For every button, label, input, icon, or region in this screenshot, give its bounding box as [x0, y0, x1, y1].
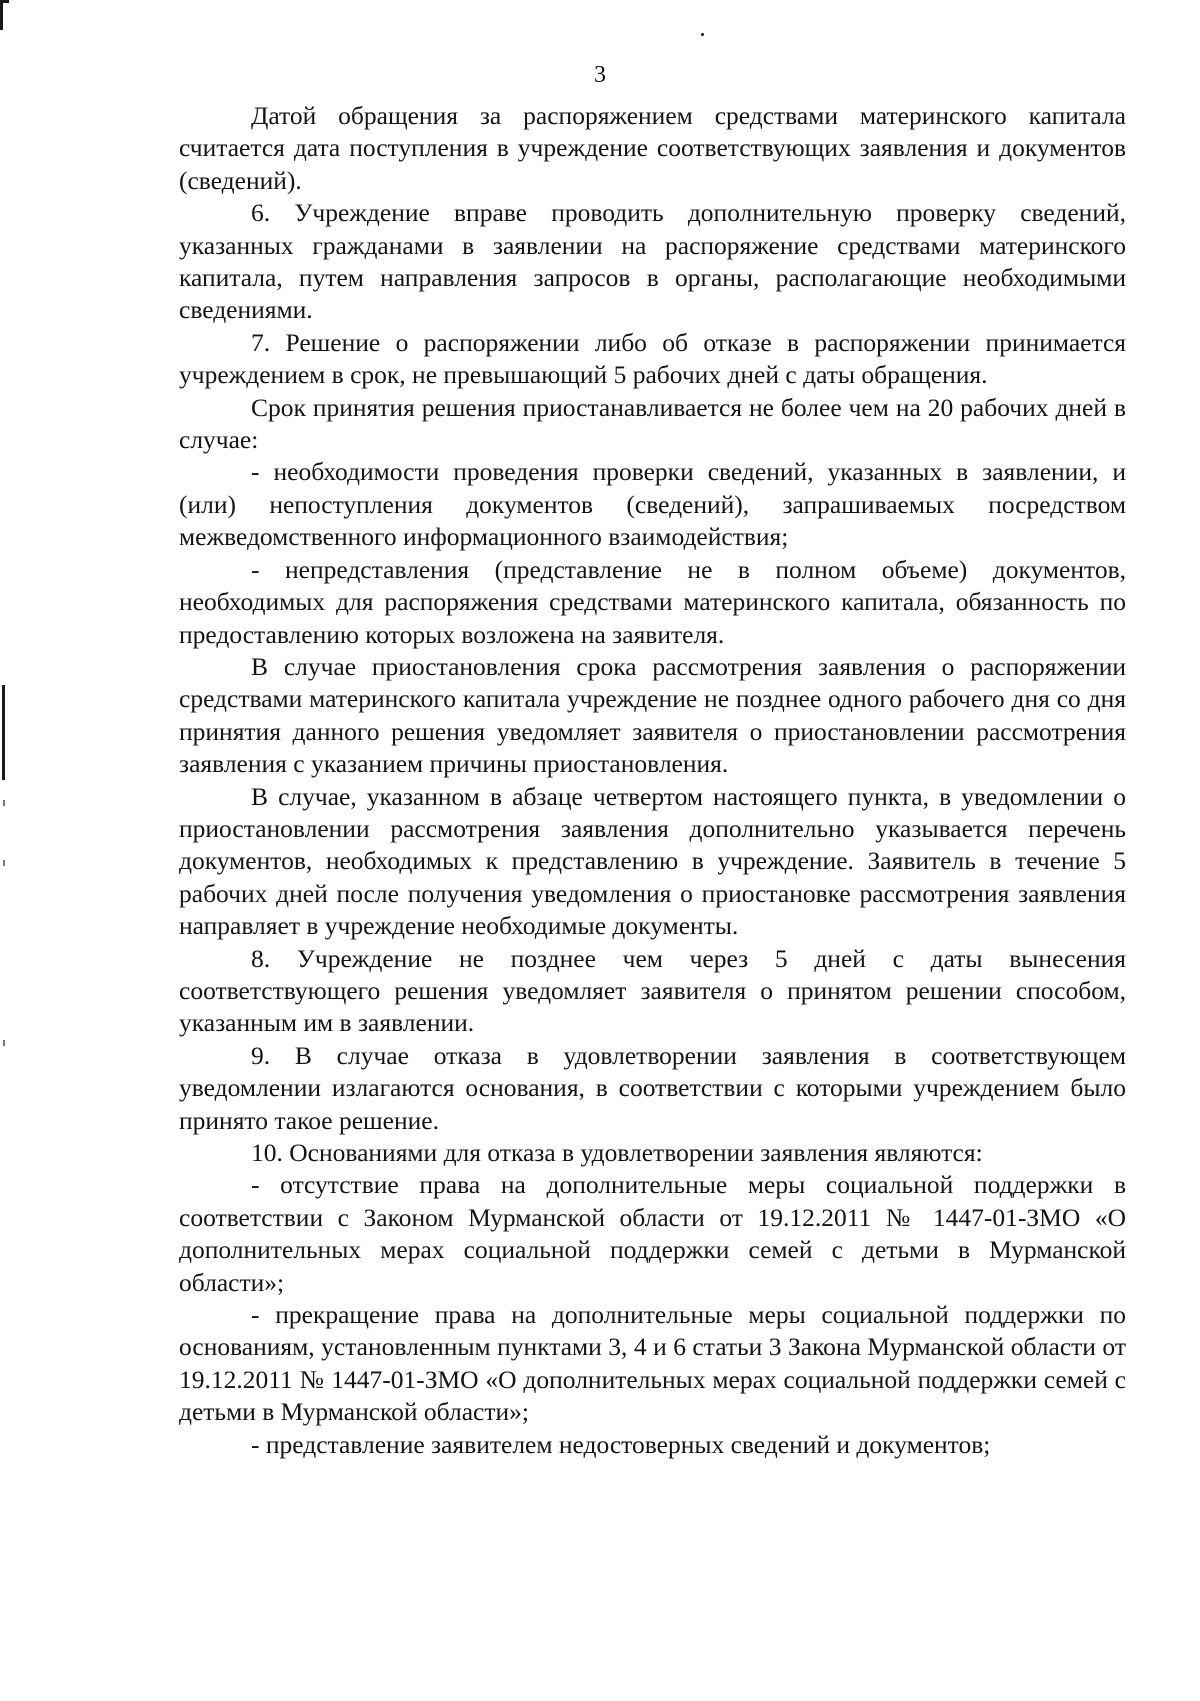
- scan-edge-dash: [3, 1040, 5, 1046]
- paragraph: 8. Учреждение не позднее чем через 5 дней с даты вынесения соответствующего решения уведомляет заявителя о принятом решении способом, указанным им в заявлении.: [179, 943, 1126, 1038]
- paragraph: - необходимости проведения проверки сведений, указанных в заявлении, и (или) непоступления документов (сведений), запрашиваемых посредством межведомственного информационного взаимодействия;: [179, 457, 1126, 552]
- paragraph: Датой обращения за распоряжением средствами материнского капитала считается дата поступления в учреждение соответствующих заявления и документов (сведений).: [179, 101, 1126, 195]
- page-number: 3: [594, 62, 606, 88]
- scan-edge-line: [2, 685, 5, 780]
- scan-edge-dash: [3, 800, 5, 806]
- paragraph: 6. Учреждение вправе проводить дополнительную проверку сведений, указанных гражданами в заявлении на распоряжение средствами материнского капитала, путем направления запросов в органы, располагающие необходимыми сведениями.: [179, 198, 1126, 325]
- paragraph: - отсутствие права на дополнительные меры социальной поддержки в соответствии с Законом Мурманской области от 19.12.2011 № 1447-01-ЗМО «О дополнительных мерах социальной поддержки семей с детьми в Мурманской области»;: [179, 1170, 1126, 1297]
- scan-edge-dash: [3, 860, 5, 866]
- document-body: [179, 100, 1126, 1461]
- paragraph: - прекращение права на дополнительные меры социальной поддержки по основаниям, установленным пунктами 3, 4 и 6 статьи 3 Закона Мурманской области от 19.12.2011 № 1447-01-ЗМО «О дополнительных мерах социальной поддержки семей с детьми в Мурманской области»;: [179, 1300, 1126, 1427]
- paragraph: - представление заявителем недостоверных сведений и документов;: [251, 1429, 991, 1459]
- paragraph: 9. В случае отказа в удовлетворении заявления в соответствующем уведомлении излагаются основания, в соответствии с которыми учреждением было принято такое решение.: [179, 1040, 1126, 1135]
- paragraph: 7. Решение о распоряжении либо об отказе в распоряжении принимается учреждением в срок, не превышающий 5 рабочих дней с даты обращения.: [179, 327, 1126, 390]
- paragraph: 10. Основаниями для отказа в удовлетворении заявления являются:: [251, 1138, 983, 1167]
- paragraph: В случае приостановления срока рассмотрения заявления о распоряжении средствами материнского капитала учреждение не позднее одного рабочего дня со дня принятия данного решения уведомляет заявителя о приостановлении рассмотрения заявления с указанием причины приостановления.: [179, 651, 1126, 779]
- paragraph: В случае, указанном в абзаце четвертом настоящего пункта, в уведомлении о приостановлении рассмотрения заявления дополнительно указывается перечень документов, необходимых к представлению в учреждение. Заявитель в течение 5 рабочих дней после получения уведомления о приостановке рассмотрения заявления направляет в учреждение необходимые документы.: [179, 781, 1126, 941]
- scan-corner-mark: [0, 0, 3, 30]
- paragraph: Срок принятия решения приостанавливается не более чем на 20 рабочих дней в случае:: [179, 392, 1126, 455]
- scan-dot-mark: [701, 33, 704, 36]
- paragraph: - непредставления (представление не в полном объеме) документов, необходимых для распоряжения средствами материнского капитала, обязанность по предоставлению которых возложена на заявителя.: [179, 554, 1126, 649]
